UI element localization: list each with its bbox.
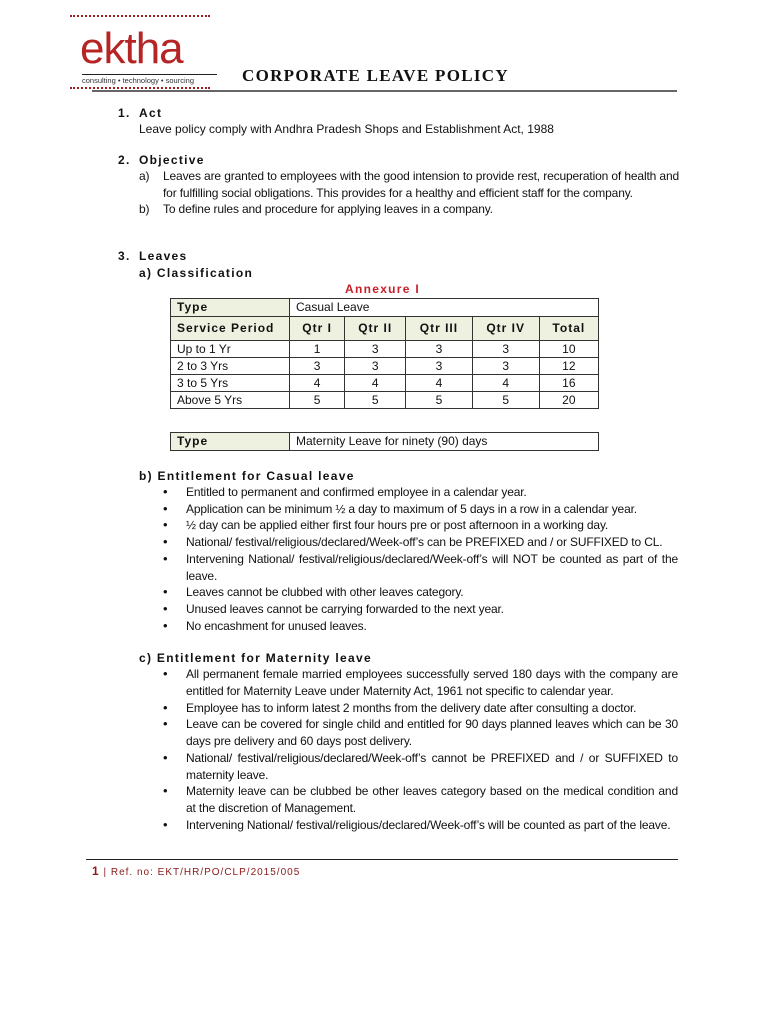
cell: 12	[539, 358, 598, 375]
cell: 20	[539, 392, 598, 409]
list-item: • No encashment for unused leaves.	[186, 618, 678, 635]
footer	[92, 864, 678, 880]
list-item: • Maternity leave can be clubbed be other leaves category based on the medical condition and at the discretion of Management.	[186, 783, 678, 816]
section-number: 2.	[118, 153, 131, 167]
table-row	[171, 392, 599, 409]
page-title: CORPORATE LEAVE POLICY	[242, 66, 509, 85]
list-item: • Intervening National/ festival/religious/declared/Week-off’s will NOT be counted as part of the leave.	[186, 551, 678, 584]
item-text: Leaves are granted to employees with the good intension to provide rest, recuperation of health and for fulfilling social obligations. This provides for a healthy and efficient staff for the company.	[163, 169, 679, 200]
cell: 4	[345, 375, 406, 392]
column-header: Qtr III	[406, 317, 473, 341]
page-number: 1	[92, 864, 100, 879]
reference-number: Ref. no: EKT/HR/PO/CLP/2015/005	[110, 867, 301, 879]
footer-area	[86, 859, 678, 920]
section-heading: Act	[139, 106, 163, 120]
list-item: • National/ festival/religious/declared/Week-off’s cannot be PREFIXED and / or SUFFIXED to maternity leave.	[186, 750, 678, 783]
cell: 4	[290, 375, 345, 392]
header-rule	[92, 90, 677, 92]
list-item	[139, 201, 679, 218]
list-item: • Unused leaves cannot be carrying forwarded to the next year.	[186, 601, 678, 618]
logo-tagline: consulting • technology • sourcing	[82, 74, 217, 85]
footer-rule	[86, 859, 678, 860]
column-header: Qtr I	[290, 317, 345, 341]
cell: Up to 1 Yr	[171, 341, 290, 358]
list-item: • Application can be minimum ½ a day to maximum of 5 days in a row in a calendar year.	[186, 501, 678, 518]
list-item: • Entitled to permanent and confirmed employee in a calendar year.	[186, 484, 678, 501]
casual-leave-table	[170, 298, 599, 409]
list-item	[139, 168, 679, 201]
annexure-label: Annexure I	[345, 282, 421, 296]
section-heading: Leaves	[139, 249, 188, 263]
company-logo: ektha	[80, 24, 183, 73]
cell: 3	[290, 358, 345, 375]
list-item: • Leaves cannot be clubbed with other leaves category.	[186, 584, 678, 601]
list-item: • Intervening National/ festival/religious/declared/Week-off’s will be counted as part of the leave.	[186, 817, 678, 834]
section-number: 1.	[118, 106, 131, 120]
entitlements-flow	[92, 468, 684, 920]
objective-list	[139, 168, 679, 218]
section-text: Leave policy comply with Andhra Pradesh Shops and Establishment Act, 1988	[139, 122, 554, 136]
item-marker: b)	[139, 202, 150, 217]
list-item: • Employee has to inform latest 2 months from the delivery date after consulting a doctor.	[186, 700, 678, 717]
list-item: • All permanent female married employees successfully served 180 days with the company are entitled for Maternity Leave under Maternity Act, 1961 not specific to calendar year.	[186, 666, 678, 699]
column-header: Total	[539, 317, 598, 341]
maternity-leave-table	[170, 432, 599, 451]
cell: 10	[539, 341, 598, 358]
list-item: • ½ day can be applied either first four hours pre or post afternoon in a working day.	[186, 517, 678, 534]
cell: 3	[472, 341, 539, 358]
list-item: • Leave can be covered for single child and entitled for 90 days planned leaves which can be 30 days pre delivery and 60 days post delivery.	[186, 716, 678, 749]
column-header: Qtr II	[345, 317, 406, 341]
cell: 2 to 3 Yrs	[171, 358, 290, 375]
type-label: Type	[171, 299, 290, 317]
cell: 3	[345, 358, 406, 375]
type-label: Type	[171, 433, 290, 451]
list-item: • National/ festival/religious/declared/Week-off’s can be PREFIXED and / or SUFFIXED to CL.	[186, 534, 678, 551]
subsection-heading: c) Entitlement for Maternity leave	[139, 651, 372, 666]
cell: 3	[472, 358, 539, 375]
table-row	[171, 375, 599, 392]
cell: 3	[406, 341, 473, 358]
table-row	[171, 341, 599, 358]
cell: 4	[472, 375, 539, 392]
cell: 4	[406, 375, 473, 392]
column-header: Service Period	[171, 317, 290, 341]
subsection-heading: b) Entitlement for Casual leave	[139, 469, 355, 483]
footer-separator: |	[103, 867, 111, 879]
type-value: Maternity Leave for ninety (90) days	[290, 433, 599, 451]
casual-leave-list	[186, 484, 678, 634]
cell: 3	[406, 358, 473, 375]
cell: 1	[290, 341, 345, 358]
cell: Above 5 Yrs	[171, 392, 290, 409]
logo-dotted-rule	[70, 87, 210, 89]
item-marker: a)	[139, 169, 150, 183]
cell: 3	[345, 341, 406, 358]
logo-dotted-rule	[70, 15, 210, 17]
cell: 5	[345, 392, 406, 409]
item-text: To define rules and procedure for applying leaves in a company.	[163, 202, 493, 217]
column-header: Qtr IV	[472, 317, 539, 341]
maternity-leave-list	[186, 666, 678, 833]
cell: 5	[290, 392, 345, 409]
table-row	[171, 358, 599, 375]
cell: 3 to 5 Yrs	[171, 375, 290, 392]
cell: 5	[472, 392, 539, 409]
cell: 16	[539, 375, 598, 392]
subsection-heading: a) Classification	[139, 266, 254, 280]
section-number: 3.	[118, 249, 131, 263]
cell: 5	[406, 392, 473, 409]
section-heading: Objective	[139, 153, 205, 167]
type-value: Casual Leave	[290, 299, 599, 317]
